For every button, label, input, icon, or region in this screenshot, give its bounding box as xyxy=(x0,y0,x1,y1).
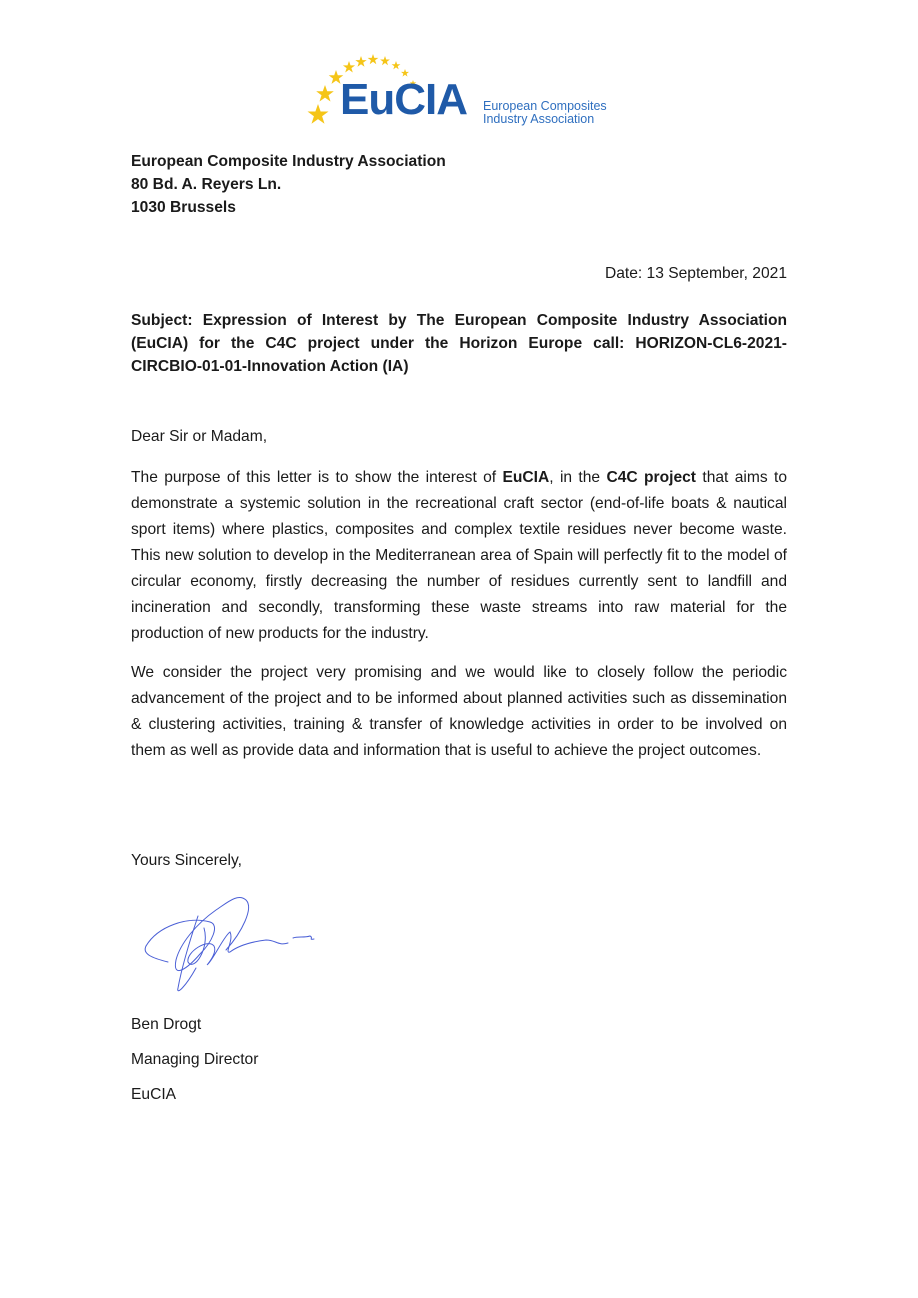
signatory-org: EuCIA xyxy=(131,1086,177,1103)
signatory-name: Ben Drogt xyxy=(131,1016,202,1033)
logo-tagline-line1: European Composites xyxy=(483,99,607,113)
logo-tagline xyxy=(483,100,607,126)
signatory-title: Managing Director xyxy=(131,1051,259,1068)
letter-date: Date: 13 September, 2021 xyxy=(604,265,787,282)
star-icon xyxy=(316,85,334,102)
eucia-logo xyxy=(306,52,616,130)
star-icon xyxy=(355,56,366,67)
sender-address xyxy=(131,150,787,219)
body-paragraph-2: We consider the project very promising and we would like to closely follow the periodic advancement of the project and to be informed about planned activities such as dissemination & clustering activities, training & transfer of knowledge activities in order to be involved on them as well as provide data and information that is useful to achieve the project outcomes. xyxy=(131,664,787,759)
star-icon xyxy=(343,61,355,73)
logo-wordmark: EuCIA xyxy=(340,75,467,124)
star-icon xyxy=(368,54,379,64)
star-icon xyxy=(380,56,390,65)
handwritten-signature xyxy=(138,888,323,998)
logo-tagline-line2: Industry Association xyxy=(483,112,595,126)
body-paragraph-1 xyxy=(131,465,787,647)
p1-bold-eucia: EuCIA xyxy=(502,469,550,486)
p1-bold-c4c-project: C4C project xyxy=(606,469,697,486)
sender-street: 80 Bd. A. Reyers Ln. xyxy=(131,176,282,193)
p1-text-1: The purpose of this letter is to show the interest of xyxy=(131,469,503,486)
star-icon xyxy=(392,61,401,69)
letter-subject: Subject: Expression of Interest by The European Composite Industry Association (EuCIA) for the C4C project under the Horizon Europe call: HORIZON-CL6-2021-CIRCBIO-01-01-Innovation Action (IA) xyxy=(131,312,787,375)
star-icon xyxy=(308,104,329,124)
salutation: Dear Sir or Madam, xyxy=(131,428,268,445)
sender-org: European Composite Industry Association xyxy=(131,153,446,170)
sender-city: 1030 Brussels xyxy=(131,199,236,216)
p1-text-3: that aims to demonstrate a systemic solution in the recreational craft sector (end-of-life boats & nautical sport items) where plastics, composites and complex textile residues never become waste. This new solution to develop in the Mediterranean area of Spain will perfectly fit to the model of circular economy, firstly decreasing the number of residues currently sent to landfill and incineration and secondly, transforming these waste streams into raw material for the production of new products for the industry. xyxy=(131,469,787,642)
closing: Yours Sincerely, xyxy=(131,852,242,869)
p1-text-2: , in the xyxy=(549,469,607,486)
